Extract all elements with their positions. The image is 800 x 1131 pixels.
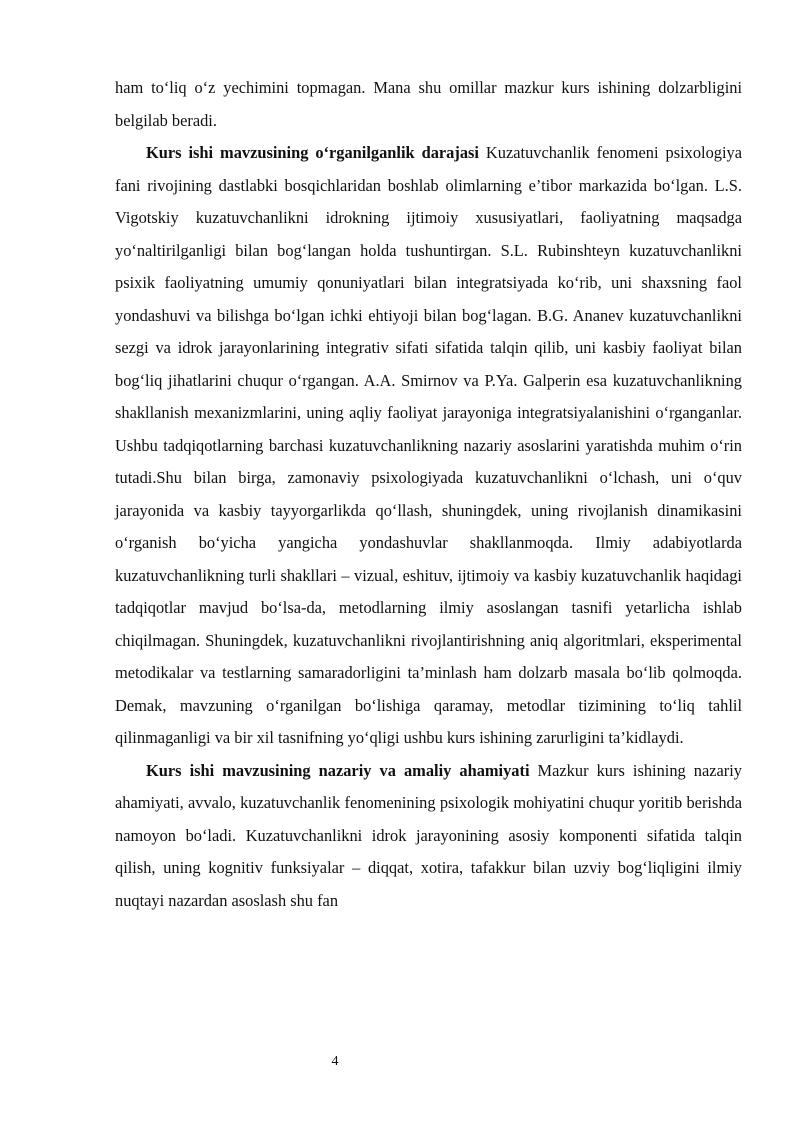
paragraph-text: Mazkur kurs ishining nazariy ahamiyati, avvalo, kuzatuvchanlik fenomenining psixologik mohiyatini chuqur yoritib berishda namoyon bo‘ladi. Kuzatuvchanlikni idrok jarayonining asosiy komponenti sifatida talqin qilish, uning kognitiv funksiyalar – diqqat, xotira, tafakkur bilan uzviy bog‘liqligini ilmiy nuqtayi nazardan asoslash shu fan xyxy=(115,760,742,910)
paragraph-continuation xyxy=(115,72,742,137)
paragraph-text: Kuzatuvchanlik fenomeni psixologiya fani rivojining dastlabki bosqichlaridan boshlab olimlarning e’tibor markazida bo‘lgan. L.S. Vigotskiy kuzatuvchanlikni idrokning ijtimoiy xususiyatlari, faoliyatning maqsadga yo‘naltirilganligi bilan bog‘langan holda tushuntirgan. S.L. Rubinshteyn kuzatuvchanlikni psixik faoliyatning umumiy qonuniyatlari bilan integratsiyada ko‘rib, uni shaxsning faol yondashuvi va bilishga bo‘lgan ichki ehtiyoji bilan bog‘lagan. B.G. Ananev kuzatuvchanlikni sezgi va idrok jarayonlarining integrativ sifati sifatida talqin qilib, uni kasbiy faoliyat bilan bog‘liq jihatlarini chuqur o‘rgangan. A.A. Smirnov va P.Ya. Galperin esa kuzatuvchanlikning shakllanish mexanizmlarini, uning aqliy faoliyat jarayoniga integratsiyalanishini o‘rganganlar. Ushbu tadqiqotlarning barchasi kuzatuvchanlikning nazariy asoslarini yaratishda muhim o‘rin tutadi.Shu bilan birga, zamonaviy psixologiyada kuzatuvchanlikni o‘lchash, uni o‘quv jarayonida va kasbiy tayyorgarlikda qo‘llash, shuningdek, uning rivojlanish dinamikasini o‘rganish bo‘yicha yangicha yondashuvlar shakllanmoqda. Ilmiy adabiyotlarda kuzatuvchanlikning turli shakllari – vizual, eshituv, ijtimoiy va kasbiy kuzatuvchanlik haqidagi tadqiqotlar mavjud bo‘lsa-da, metodlarning ilmiy asoslangan tasnifi yetarlicha ishlab chiqilmagan. Shuningdek, kuzatuvchanlikni rivojlantirishning aniq algoritmlari, eksperimental metodikalar va testlarning samaradorligini ta’minlash ham dolzarb masala bo‘lib qolmoqda. Demak, mavzuning o‘rganilgan bo‘lishiga qaramay, metodlar tizimining to‘liq tahlil qilinmaganligi va bir xil tasnifning yo‘qligi ushbu kurs ishining zarurligini ta’kidlaydi. xyxy=(115,143,743,747)
section-heading-significance: Kurs ishi mavzusining nazariy va amaliy ahamiyati xyxy=(146,760,530,780)
page-number: 4 xyxy=(331,1054,339,1069)
body-text xyxy=(115,72,742,917)
paragraph-significance xyxy=(115,755,742,918)
paragraph-study-degree xyxy=(115,137,742,755)
paragraph-text: ham to‘liq o‘z yechimini topmagan. Mana shu omillar mazkur kurs ishining dolzarbligini belgilab beradi. xyxy=(115,78,742,130)
section-heading-study-degree: Kurs ishi mavzusining o‘rganilganlik darajasi xyxy=(146,143,479,162)
